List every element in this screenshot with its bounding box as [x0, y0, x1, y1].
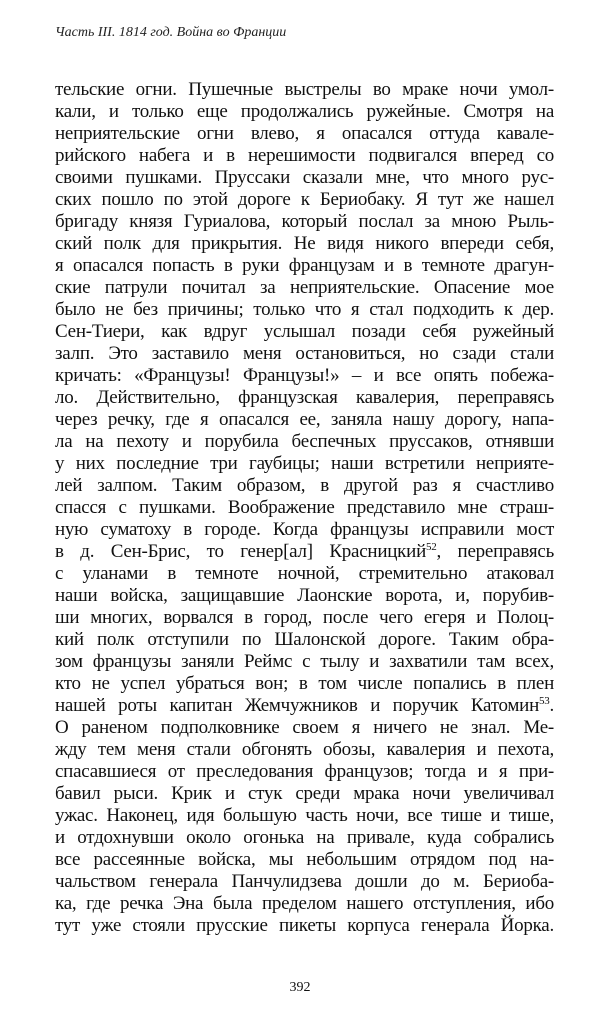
text-run: ла на пехоту и порубила беспечных пруссаков, отнявши [55, 431, 554, 452]
text-run: было не без причины; только что я стал подходить к дер. [55, 299, 554, 320]
text-line [55, 145, 554, 167]
text-line [55, 585, 554, 607]
text-line [55, 607, 554, 629]
text-line [55, 739, 554, 761]
text-run: ский полк для прикрытия. Не видя никого впереди себя, [55, 233, 554, 254]
text-run: и отдохнувши около огонька на привале, куда собрались [55, 827, 554, 848]
text-line [55, 673, 554, 695]
text-line [55, 871, 554, 893]
text-run: кий полк отступили по Шалонской дороге. Таким обра- [55, 629, 554, 650]
text-run: залп. Это заставило меня остановиться, но сзади стали [55, 343, 554, 364]
text-run: . [549, 695, 554, 716]
text-line [55, 79, 554, 101]
text-run: бавил рыси. Крик и стук среди мрака ночи увеличивал [55, 783, 554, 804]
text-run: кто не успел убраться вон; в том числе попались в плен [55, 673, 554, 694]
text-line [55, 277, 554, 299]
text-line [55, 101, 554, 123]
text-line [55, 255, 554, 277]
text-line [55, 409, 554, 431]
text-run: ка, где речка Эна была пределом нашего отступления, ибо [55, 893, 554, 914]
text-run: чальством генерала Панчулидзева дошли до м. Бериоба- [55, 871, 554, 892]
text-line [55, 827, 554, 849]
text-line [55, 629, 554, 651]
text-line [55, 387, 554, 409]
text-line [55, 805, 554, 827]
text-line [55, 233, 554, 255]
text-run: спасся с пушками. Воображение представило мне страш- [55, 497, 554, 518]
text-run: своими пушками. Пруссаки сказали мне, что много рус- [55, 167, 554, 188]
text-line [55, 893, 554, 915]
text-line [55, 915, 554, 937]
text-run: ши многих, ворвался в город, после чего егеря и Полоц- [55, 607, 554, 628]
text-line [55, 299, 554, 321]
text-line [55, 123, 554, 145]
text-run: у них последние три гаубицы; наши встретили неприяте- [55, 453, 554, 474]
text-line [55, 849, 554, 871]
text-run: спасавшиеся от преследования французов; тогда и я при- [55, 761, 554, 782]
text-run: ную суматоху в городе. Когда французы исправили мост [55, 519, 554, 540]
text-run: ских пошло по этой дороге к Бериобаку. Я тут же нашел [55, 189, 554, 210]
text-run: зом французы заняли Реймс с тылу и захватили там всех, [55, 651, 554, 672]
text-line [55, 695, 554, 717]
text-line [55, 343, 554, 365]
text-run: нашей роты капитан Жемчужников и поручик Катомин [55, 695, 539, 716]
text-line [55, 453, 554, 475]
text-line [55, 431, 554, 453]
footnote-ref[interactable]: 52 [425, 541, 437, 553]
text-run: я опасался попасть в руки французам и в темноте драгун- [55, 255, 554, 276]
text-line [55, 475, 554, 497]
text-run: лей залпом. Таким образом, в другой раз я счастливо [55, 475, 554, 496]
text-line [55, 519, 554, 541]
text-line [55, 563, 554, 585]
text-run: Сен-Тиери, как вдруг услышал позади себя ружейный [55, 321, 554, 342]
text-run: жду тем меня стали обгонять обозы, кавалерия и пехота, [55, 739, 554, 760]
text-run: кричать: «Французы! Французы!» – и все опять побежа- [55, 365, 554, 386]
running-head: Часть III. 1814 год. Война во Франции [55, 25, 287, 40]
text-line [55, 497, 554, 519]
page-number: 392 [289, 980, 311, 995]
text-run: все рассеянные войска, мы небольшим отрядом под на- [55, 849, 554, 870]
body-text [55, 79, 554, 937]
text-run: , переправясь [436, 541, 554, 562]
text-line [55, 189, 554, 211]
text-line [55, 211, 554, 233]
text-line [55, 717, 554, 739]
text-run: неприятельские огни влево, я опасался оттуда кавале- [55, 123, 554, 144]
text-run: наши войска, защищавшие Лаонские ворота, и, порубив- [55, 585, 554, 606]
text-run: ские патрули почитал за неприятельские. Опасение мое [55, 277, 554, 298]
text-line [55, 541, 554, 563]
text-line [55, 783, 554, 805]
text-line [55, 321, 554, 343]
text-run: в д. Сен-Брис, то генер[ал] Красницкий [55, 541, 426, 562]
text-run: ло. Действительно, французская кавалерия, переправясь [55, 387, 554, 408]
text-line [55, 761, 554, 783]
text-run: тельские огни. Пушечные выстрелы во мраке ночи умол- [55, 79, 554, 100]
text-run: кали, и только еще продолжались ружейные. Смотря на [55, 101, 554, 122]
text-run: ужас. Наконец, идя большую часть ночи, все тише и тише, [55, 805, 554, 826]
footnote-ref[interactable]: 53 [539, 695, 550, 707]
text-line [55, 167, 554, 189]
text-run: рийского набега и в нерешимости подвигался вперед со [55, 145, 554, 166]
text-run: тут уже стояли прусские пикеты корпуса генерала Йорка. [55, 915, 554, 936]
text-line [55, 651, 554, 673]
text-run: с уланами в темноте ночной, стремительно атаковал [55, 563, 554, 584]
text-line [55, 365, 554, 387]
text-run: бригаду князя Гуриалова, который послал за мною Рыль- [55, 211, 554, 232]
text-run: О раненом подполковнике своем я ничего не знал. Ме- [55, 717, 554, 738]
text-run: через речку, где я опасался ее, заняла нашу дорогу, напа- [55, 409, 554, 430]
